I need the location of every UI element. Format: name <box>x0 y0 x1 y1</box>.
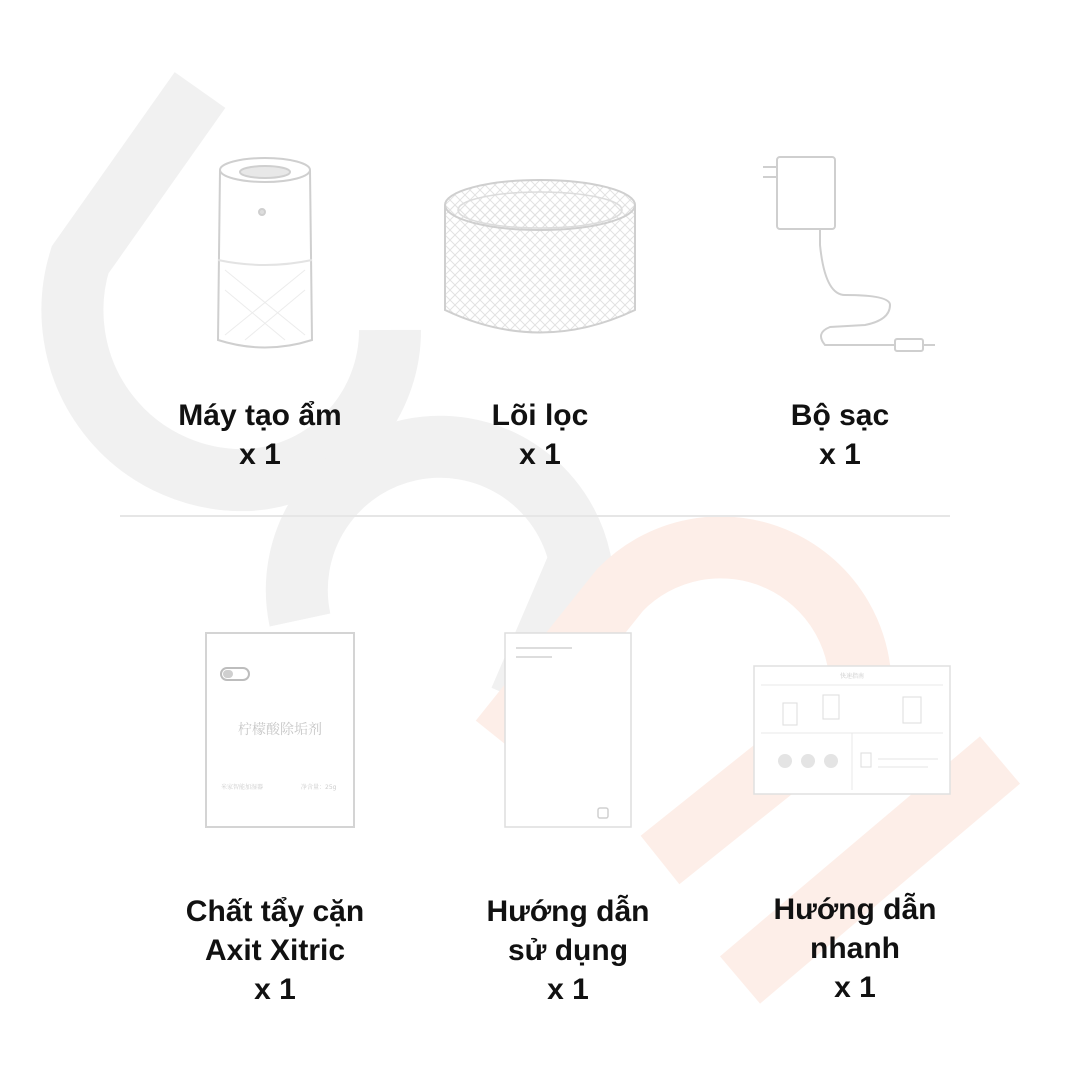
power-adapter-icon <box>755 155 940 355</box>
quickguide-qty: x 1 <box>834 971 876 1004</box>
humidifier-caption <box>150 396 370 474</box>
quickguide-line2: nhanh <box>810 932 900 965</box>
manual-line1: Hướng dẫn <box>486 895 650 928</box>
descaler-caption <box>150 892 400 1009</box>
charger-name: Bộ sạc <box>790 399 890 432</box>
user-manual-icon <box>504 632 632 828</box>
quick-guide-icon <box>753 665 951 795</box>
filter-core-icon <box>440 165 640 345</box>
manual-caption <box>443 892 693 1009</box>
descaler-pack-footer-right: 净含量：25g <box>301 784 337 791</box>
quick-guide-title: 快速指南 <box>839 673 865 680</box>
humidifier-name: Máy tạo ẩm <box>178 399 342 432</box>
charger-caption <box>730 396 950 474</box>
manual-line2: sử dụng <box>507 934 629 967</box>
filter-qty: x 1 <box>519 438 561 471</box>
humidifier-qty: x 1 <box>239 438 281 471</box>
descaler-line2: Axit Xitric <box>204 934 346 967</box>
manual-qty: x 1 <box>547 973 589 1006</box>
quickguide-caption <box>730 890 980 1007</box>
descaler-pack-footer-left: 米家智能加湿器 <box>221 784 264 791</box>
humidifier-icon <box>210 150 320 360</box>
descaler-line1: Chất tẩy cặn <box>185 895 365 928</box>
charger-qty: x 1 <box>819 438 861 471</box>
filter-caption <box>430 396 650 474</box>
descaler-pack-icon <box>205 632 355 828</box>
descaler-pack-text: 柠檬酸除垢剂 <box>238 722 322 738</box>
filter-name: Lõi lọc <box>491 399 589 432</box>
quickguide-line1: Hướng dẫn <box>773 893 937 926</box>
section-divider <box>120 515 950 517</box>
descaler-qty: x 1 <box>254 973 296 1006</box>
